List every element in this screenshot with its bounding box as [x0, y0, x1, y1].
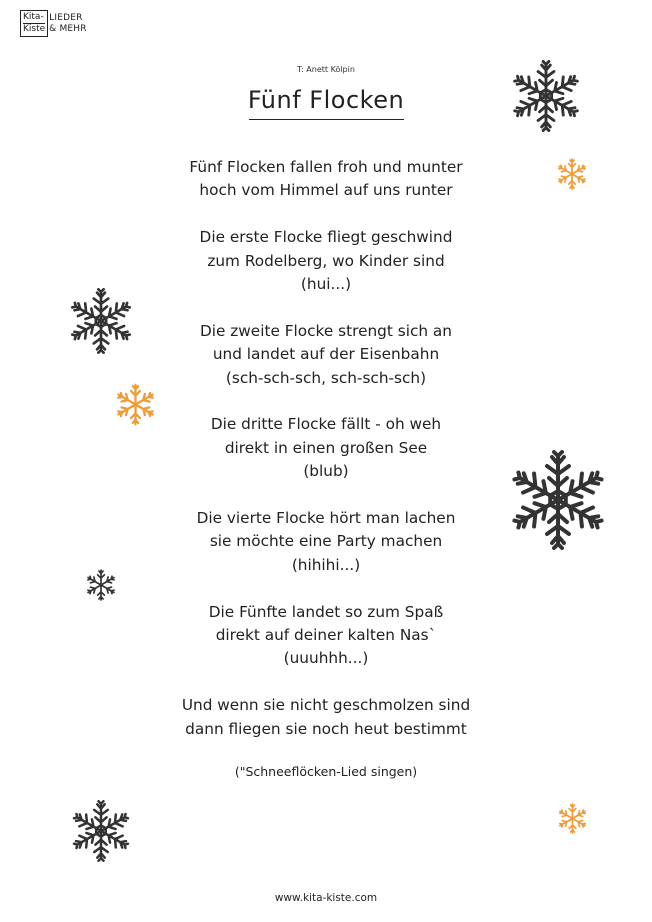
stanza — [0, 601, 652, 671]
poem-line: dann fliegen sie noch heut bestimmt — [185, 719, 467, 738]
snowflake-icon — [556, 802, 589, 835]
poem-line: zum Rodelberg, wo Kinder sind — [207, 251, 445, 270]
logo-line-2: Kiste — [23, 24, 46, 34]
song-note: ("Schneeflöcken-Lied singen) — [234, 764, 418, 779]
poem-line: sie möchte eine Party machen — [209, 532, 443, 551]
logo-line-1: Kita- — [23, 12, 44, 22]
poem-line: direkt auf deiner kalten Nas` — [215, 626, 437, 645]
poem-line: direkt in einen großen See — [224, 438, 428, 457]
title-underline — [249, 119, 404, 120]
stanza — [0, 226, 652, 296]
poem-line: Und wenn sie nicht geschmolzen sind — [181, 696, 471, 715]
snowflake-icon — [84, 568, 118, 602]
poem-line: Die zweite Flocke strengt sich an — [199, 321, 453, 340]
poem-line: Die dritte Flocke fällt - oh weh — [210, 415, 442, 434]
logo-wordmark — [49, 13, 87, 35]
poem-line: (sch-sch-sch, sch-sch-sch) — [225, 368, 427, 387]
logo-word-1: LIEDER — [49, 12, 83, 23]
brand-logo — [20, 10, 87, 37]
poem-line: (hihihi...) — [291, 555, 361, 574]
snowflake-icon — [510, 60, 582, 132]
poem-line: (blub) — [303, 462, 349, 481]
snowflake-icon — [113, 382, 158, 427]
snowflake-icon — [555, 157, 589, 191]
logo-word-2: & MEHR — [49, 23, 87, 34]
poem-line: Die Fünfte landet so zum Spaß — [208, 602, 444, 621]
poem-line: Die erste Flocke fliegt geschwind — [199, 228, 453, 247]
snowflake-icon — [68, 288, 134, 354]
poem-line: (uuuhhh...) — [283, 649, 369, 668]
poem-line: und landet auf der Eisenbahn — [212, 345, 440, 364]
snowflake-icon — [70, 800, 132, 862]
poem-line: hoch vom Himmel auf uns runter — [199, 181, 453, 200]
page-title: Fünf Flocken — [247, 86, 405, 114]
website-footer: www.kita-kiste.com — [274, 892, 378, 904]
stanza — [0, 694, 652, 741]
poem-line: Die vierte Flocke hört man lachen — [196, 509, 456, 528]
snowflake-icon — [508, 450, 608, 550]
author-credit: T: Anett Kölpin — [297, 65, 355, 74]
poem-line: (hui...) — [300, 275, 352, 294]
logo-box — [20, 10, 48, 37]
poem-line: Fünf Flocken fallen froh und munter — [189, 158, 463, 176]
